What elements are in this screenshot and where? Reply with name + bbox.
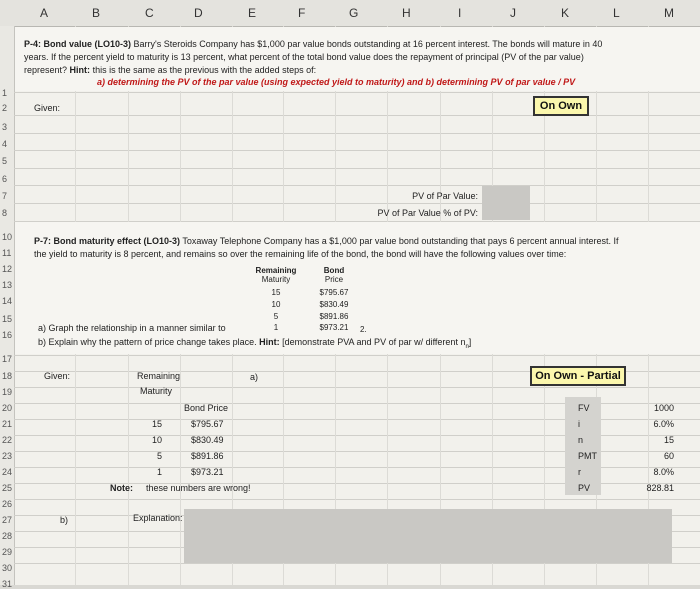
p4-text-3c: this is the same as the previous with the added steps of: — [92, 65, 317, 75]
table-row[interactable]: $795.67 — [191, 419, 224, 429]
row-header[interactable]: 1 — [2, 88, 8, 98]
col-header-e[interactable]: E — [248, 6, 257, 20]
col-header-k[interactable]: K — [561, 6, 570, 20]
p4-text-3a: represent? — [24, 65, 68, 75]
row-header[interactable]: 16 — [2, 330, 13, 340]
calc-r-label: r — [578, 467, 581, 477]
p7-b-hint-label: Hint: — [259, 337, 280, 347]
row-header[interactable]: 10 — [2, 232, 13, 242]
calc-r-value[interactable]: 8.0% — [653, 467, 674, 477]
row-header[interactable]: 2 — [2, 103, 8, 113]
col-header-h[interactable]: H — [402, 6, 411, 20]
p7-remaining-label: Remaining — [255, 266, 297, 275]
table-row: 1 — [273, 323, 279, 332]
p7-b-hint-text: [demonstrate PVA and PV of par w/ different n — [282, 337, 466, 347]
table-row[interactable]: $830.49 — [191, 435, 224, 445]
col-header-m[interactable]: M — [664, 6, 674, 20]
p4-pv-par-label: PV of Par Value: — [412, 191, 478, 201]
table-row: $830.49 — [319, 300, 349, 309]
work-b-label: b) — [60, 515, 69, 525]
work-maturity-label: Maturity — [140, 386, 173, 396]
table-row[interactable]: 1 — [156, 467, 162, 477]
row-header[interactable]: 14 — [2, 296, 13, 306]
row-header[interactable]: 20 — [2, 403, 13, 413]
work-given-label: Given: — [44, 371, 71, 381]
row-header[interactable]: 5 — [2, 156, 8, 166]
row-header[interactable]: 22 — [2, 435, 13, 445]
p4-line-1 — [24, 39, 602, 49]
calc-fv-label: FV — [578, 403, 590, 413]
p4-pv-pct-label: PV of Par Value % of PV: — [377, 208, 478, 218]
table-row[interactable]: 15 — [151, 419, 162, 429]
table-row: $973.21 — [319, 323, 349, 332]
col-header-c[interactable]: C — [145, 6, 154, 20]
table-row[interactable]: $891.86 — [191, 451, 224, 461]
p7-line-1 — [34, 236, 619, 246]
column-header-bar — [0, 0, 700, 27]
calc-n-label: n — [578, 435, 584, 445]
p4-title: P-4: Bond value (LO10-3) — [24, 39, 132, 49]
row-header[interactable]: 6 — [2, 174, 8, 184]
p4-line-3 — [24, 65, 316, 75]
row-header[interactable]: 3 — [2, 122, 8, 132]
row-header[interactable]: 26 — [2, 499, 13, 509]
row-header[interactable]: 24 — [2, 467, 13, 477]
row-header[interactable]: 19 — [2, 387, 13, 397]
work-note-label: Note: — [110, 483, 133, 493]
row-header[interactable]: 15 — [2, 314, 13, 324]
calc-pv-label: PV — [578, 483, 591, 493]
p7-part-b-text: b) Explain why the pattern of price change takes place. — [38, 337, 257, 347]
calc-i-label: i — [578, 419, 580, 429]
p4-text-2: years. If the percent yield to maturity is 13 percent, what percent of the total bond value does the repayment of principal (PV of the par value) — [24, 52, 584, 62]
col-header-l[interactable]: L — [613, 6, 620, 20]
calc-pmt-value[interactable]: 60 — [663, 451, 674, 461]
row-header[interactable]: 8 — [2, 208, 8, 218]
p4-given-label: Given: — [34, 103, 61, 113]
table-row[interactable]: 5 — [156, 451, 162, 461]
p4-hint-label: Hint: — [69, 65, 91, 75]
col-header-b[interactable]: B — [92, 6, 101, 20]
work-explanation-label: Explanation: — [133, 513, 183, 523]
table-row: 15 — [271, 288, 281, 297]
p7-table-header-price — [310, 266, 358, 284]
work-on-own-partial-button[interactable]: On Own - Partial — [530, 366, 626, 386]
p7-b-end: ] — [468, 337, 472, 347]
work-note-text: these numbers are wrong! — [146, 483, 251, 493]
row-header[interactable]: 30 — [2, 563, 13, 573]
calc-n-value[interactable]: 15 — [663, 435, 674, 445]
p7-bond-label: Bond — [323, 266, 345, 275]
col-header-d[interactable]: D — [194, 6, 203, 20]
p4-answer-cells[interactable] — [482, 186, 530, 220]
table-row[interactable]: $973.21 — [191, 467, 224, 477]
p7-text-2: the yield to maturity is 8 percent, and remains so over the remaining life of the bond, the bond will have the following values over time: — [34, 249, 567, 259]
table-row: 5 — [273, 312, 279, 321]
row-header[interactable]: 12 — [2, 264, 13, 274]
row-header[interactable]: 29 — [2, 547, 13, 557]
table-row[interactable]: 10 — [151, 435, 162, 445]
row-header[interactable]: 23 — [2, 451, 13, 461]
col-header-a[interactable]: A — [40, 6, 49, 20]
row-header[interactable]: 21 — [2, 419, 13, 429]
p7-part-a-text: a) Graph the relationship in a manner similar to — [38, 323, 226, 333]
p4-hint-steps: a) determining the PV of the par value (using expected yield to maturity) and b) determining PV of par value / PV — [97, 77, 576, 87]
p7-price-label: Price — [324, 275, 344, 284]
table-row: $891.86 — [319, 312, 349, 321]
p7-title: P-7: Bond maturity effect (LO10-3) — [34, 236, 181, 246]
p4-text-1: Barry's Steroids Company has $1,000 par value bonds outstanding at 16 percent interest. The bonds will mature in 40 — [133, 39, 603, 49]
row-header[interactable]: 25 — [2, 483, 13, 493]
row-header[interactable]: 31 — [2, 579, 13, 589]
col-header-f[interactable]: F — [298, 6, 306, 20]
table-row: 10 — [271, 300, 281, 309]
row-header[interactable]: 11 — [2, 248, 12, 258]
table-row: $795.67 — [319, 288, 349, 297]
p7-part-b-line — [38, 337, 471, 350]
work-bond-price-label: Bond Price — [184, 403, 229, 413]
row-header[interactable]: 7 — [2, 191, 8, 201]
calc-pv-value[interactable]: 828.81 — [646, 483, 674, 493]
row-header[interactable]: 28 — [2, 531, 13, 541]
row-header[interactable]: 4 — [2, 139, 8, 149]
calc-fv-value[interactable]: 1000 — [653, 403, 674, 413]
calc-i-value[interactable]: 6.0% — [653, 419, 674, 429]
row-header[interactable]: 17 — [2, 354, 13, 364]
p7-maturity-label: Maturity — [261, 275, 291, 284]
p7-table-header-maturity — [250, 266, 302, 284]
row-header[interactable]: 27 — [2, 515, 13, 525]
calc-pmt-label: PMT — [578, 451, 597, 461]
col-header-j[interactable]: J — [510, 6, 516, 20]
p7-text-1: Toxaway Telephone Company has a $1,000 par value bond outstanding that pays 6 percent annual interest. If — [182, 236, 619, 246]
col-header-i[interactable]: I — [458, 6, 462, 20]
explanation-input-area[interactable] — [184, 509, 672, 563]
row-header[interactable]: 13 — [2, 280, 13, 290]
row-header-bar — [0, 26, 15, 589]
col-header-g[interactable]: G — [349, 6, 359, 20]
p7-mark: 2. — [360, 325, 367, 334]
row-header[interactable]: 18 — [2, 371, 13, 381]
work-remaining-label: Remaining — [137, 371, 181, 381]
work-a-label: a) — [250, 372, 259, 382]
p7-b-subscript: n — [465, 343, 469, 350]
p4-on-own-button[interactable]: On Own — [533, 96, 589, 116]
